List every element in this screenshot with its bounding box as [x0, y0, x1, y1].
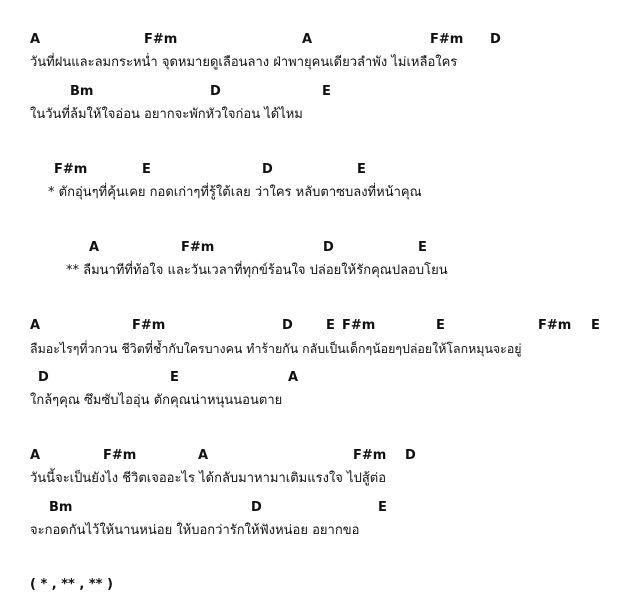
chord: E — [378, 500, 387, 515]
chord: F#m — [54, 162, 88, 177]
chord: A — [288, 370, 299, 385]
lyric-line-1: วันที่ฝนและลมกระหน่ำ จุดหมายดูเลือนลาง ฝ่าพายุคนเดียวลำพัง ไม่เหลือใคร — [30, 55, 458, 70]
chord: E — [591, 318, 600, 333]
lyric-line-2: ในวันที่ล้มให้ใจอ่อน อยากจะพักหัวใจก่อน ได้ไหม — [30, 107, 303, 122]
chord: F#m — [538, 318, 572, 333]
chord: F#m — [342, 318, 376, 333]
chord: Bm — [70, 84, 94, 99]
chord: F#m — [144, 32, 178, 47]
chord: D — [323, 240, 334, 255]
chord: E — [170, 370, 179, 385]
chord: D — [210, 84, 221, 99]
chord: A — [30, 448, 41, 463]
chord: E — [357, 162, 366, 177]
lyric-line-3: * ตักอุ่นๆที่คุ้นเคย กอดเก่าๆที่รู้ใต้เลย ว่าใคร หลับตาซบลงที่หน้าคุณ — [48, 185, 422, 200]
chord: E — [142, 162, 151, 177]
lyric-line-6: ใกล้ๆคุณ ซึมซับไออุ่น ตักคุณน่าหนุนนอนตาย — [30, 393, 283, 408]
chord: E — [436, 318, 445, 333]
lyric-line-5: ลืมอะไรๆที่วกวน ชีวิตที่ช้ำกับใครบางคน ทำร้ายกัน กลับเป็นเด็กๆน้อยๆปล่อยให้โลกหมุนจะอยู่ — [30, 341, 522, 356]
chord: D — [262, 162, 273, 177]
chord-line-1 — [0, 32, 627, 48]
chord: A — [30, 32, 41, 47]
chord-line-7 — [0, 448, 627, 464]
chord-line-2 — [0, 84, 627, 100]
chord: F#m — [103, 448, 137, 463]
chord-line-5 — [0, 318, 627, 334]
chord-line-4 — [0, 240, 627, 256]
chord: D — [490, 32, 501, 47]
chord: A — [89, 240, 100, 255]
chord: A — [30, 318, 41, 333]
chord: F#m — [181, 240, 215, 255]
lyric-line-4: ** ลืมนาทีที่ท้อใจ และวันเวลาที่ทุกข์ร้อนใจ ปล่อยให้รักคุณปลอบโยน — [66, 263, 448, 278]
chord-line-8 — [0, 500, 627, 516]
chord: F#m — [132, 318, 166, 333]
chord-line-6 — [0, 370, 627, 386]
lyric-line-8: จะกอดกันไว้ให้นานหน่อย ให้บอกว่ารักให้ฟังหน่อย อยากขอ — [30, 523, 360, 538]
chord: D — [38, 370, 49, 385]
chord: D — [282, 318, 293, 333]
chord: E — [418, 240, 427, 255]
chord: D — [251, 500, 262, 515]
repeat-footer: ( * , ** , ** ) — [30, 577, 113, 592]
chord-line-3 — [0, 162, 627, 178]
chord: Bm — [49, 500, 73, 515]
chord: A — [198, 448, 209, 463]
chord: E — [322, 84, 331, 99]
lyric-line-7: วันนี้จะเป็นยังไง ชีวิตเจออะไร ได้กลับมาหามาเติมแรงใจ ไปสู้ต่อ — [30, 471, 387, 486]
chord: F#m — [430, 32, 464, 47]
chord: E — [326, 318, 335, 333]
chord: A — [302, 32, 313, 47]
chord: D — [405, 448, 416, 463]
chord: F#m — [353, 448, 387, 463]
